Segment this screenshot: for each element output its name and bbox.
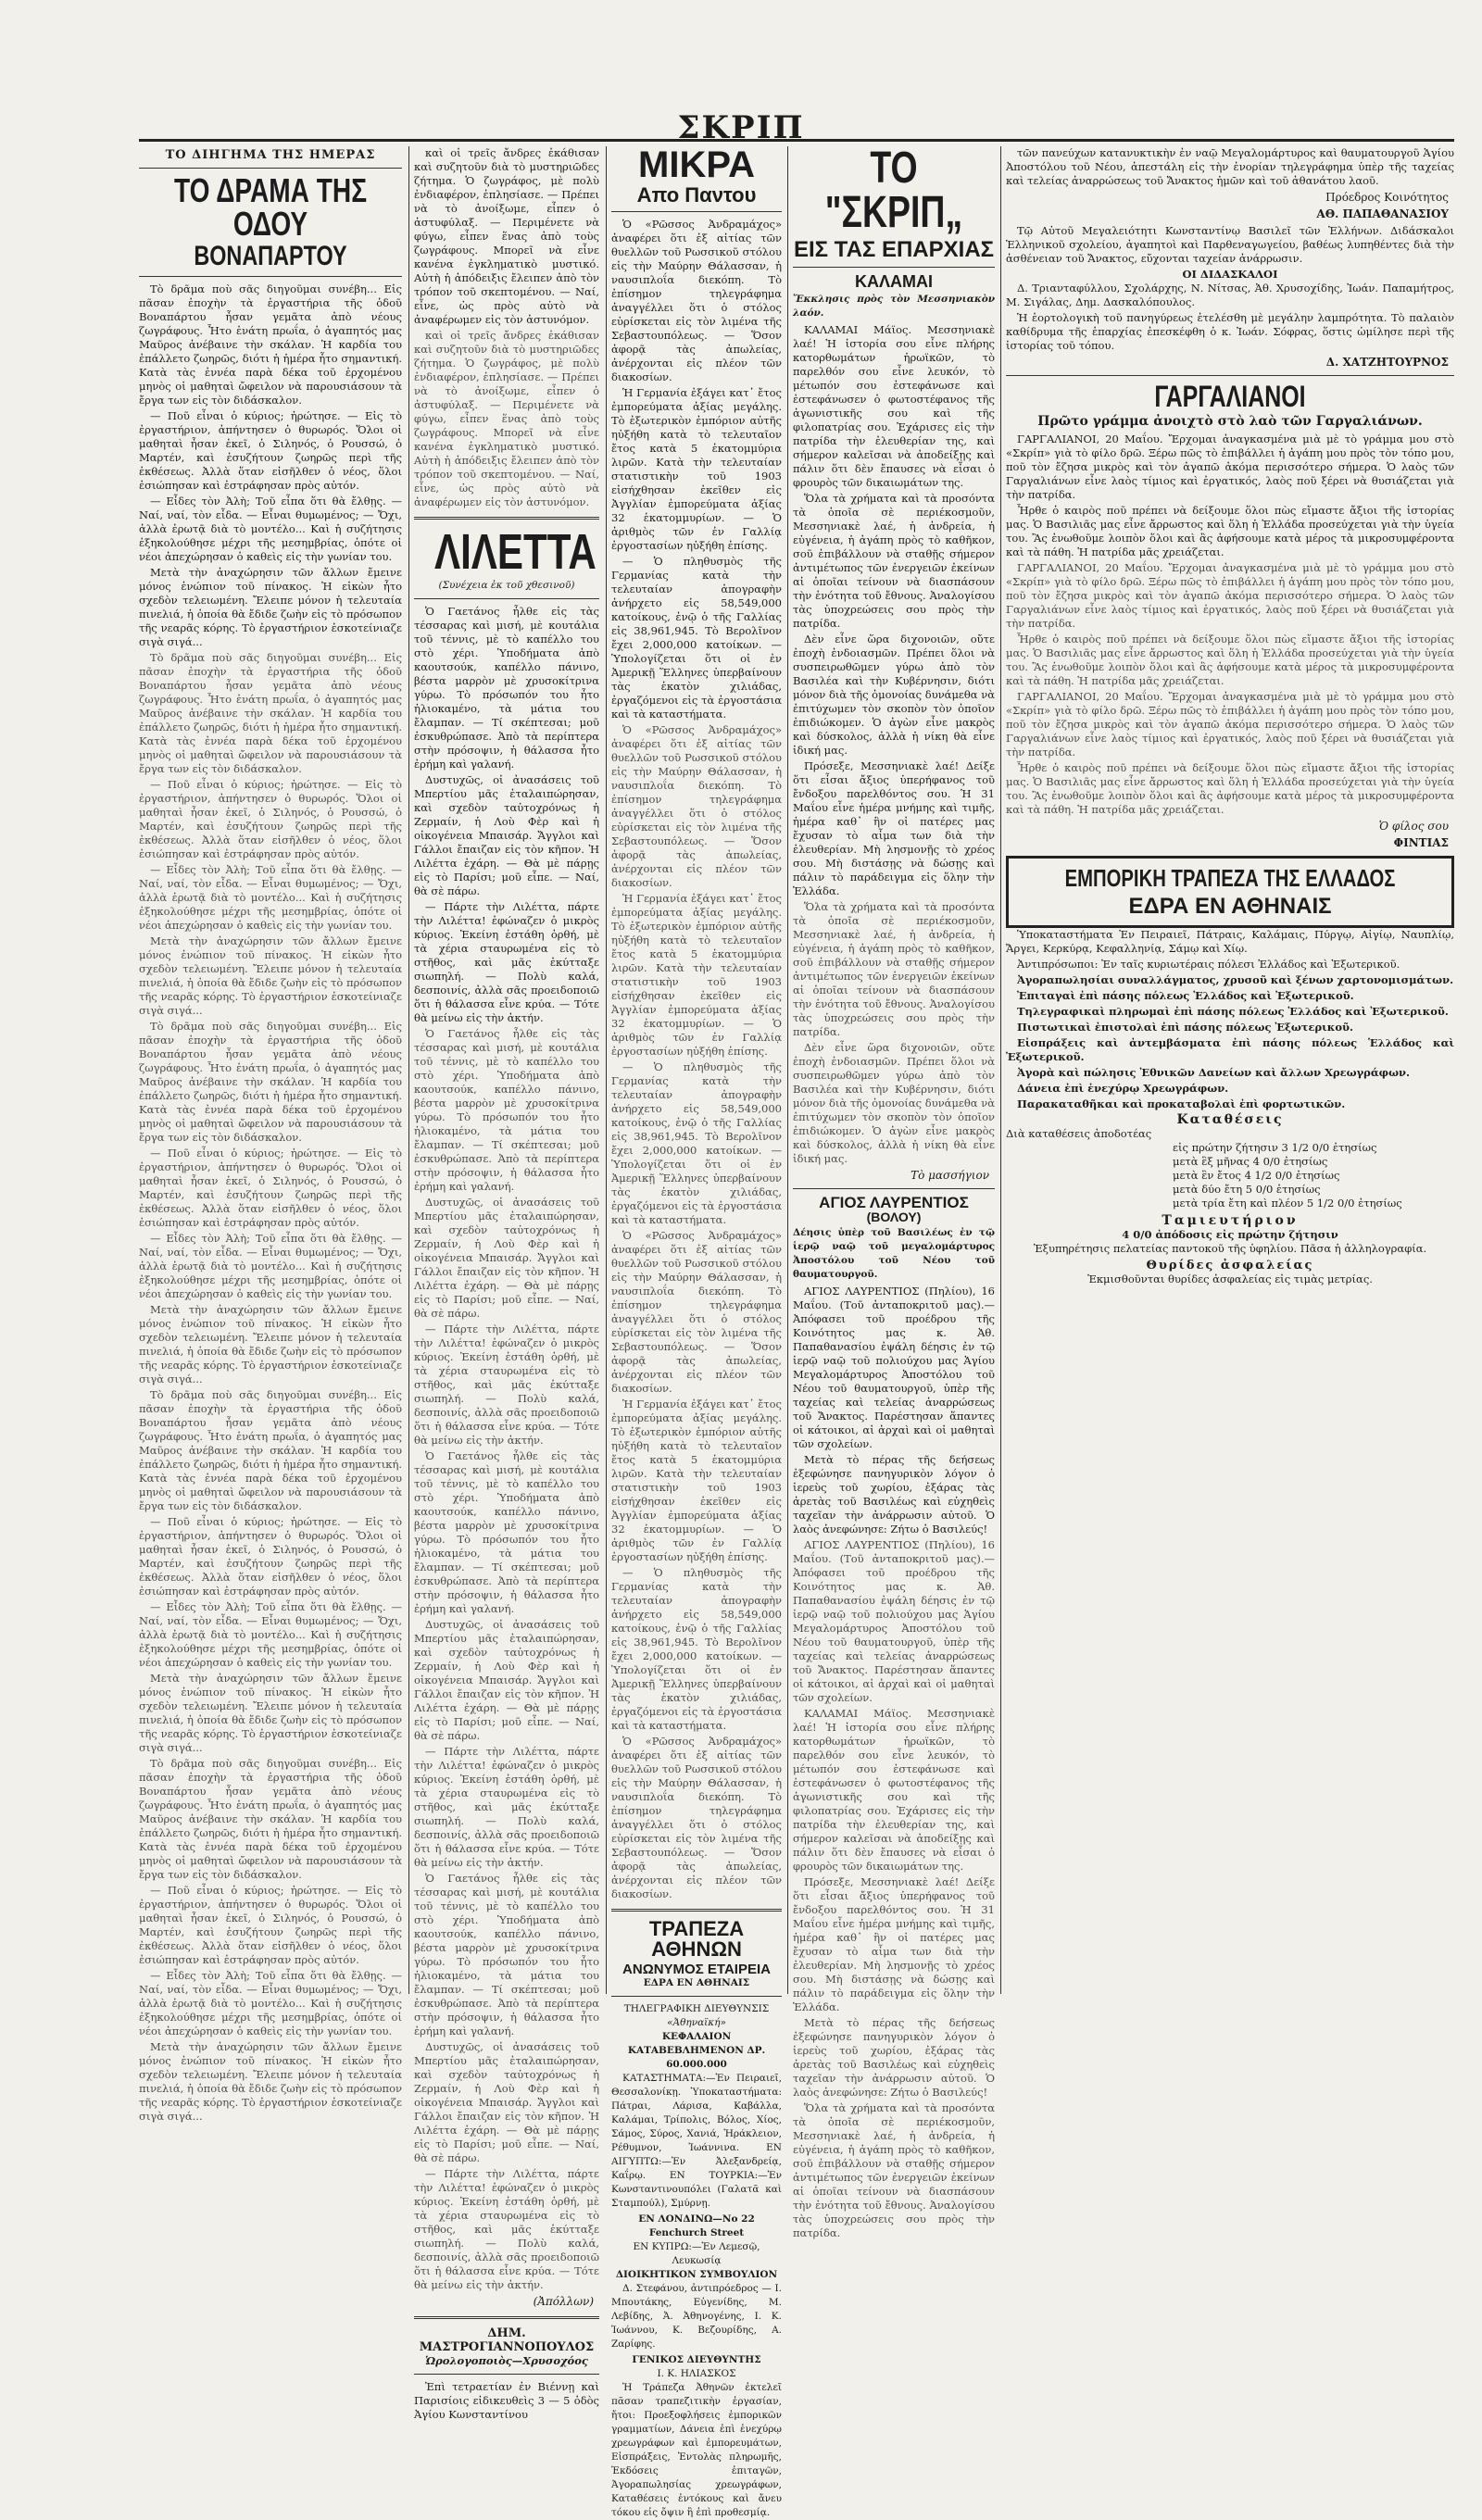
commercial-bank-service: Πιστωτικαὶ ἐπιστολαὶ ἐπὶ πάσης πόλεως Ἐξωτερικοῦ. <box>1017 1021 1353 1034</box>
serial-paragraph: Ὁ Γαετάνος ἦλθε εἰς τὰς τέσσαρας καὶ μισή, μὲ κουτάλια τοῦ τέννις, μὲ τὸ καπέλλο του στὸ χέρι. Ὑποδήματα ἀπὸ καουτσούκ, καπέλλο πάνινο, βέστα μαρρὸν μὲ χρυσοκίτρινα γύρω. Τὸ πρόσωπόν του ἦτο ἡλιοκαμένο, τὰ μάτια του ἔλαμπαν. — Τί σκέπτεσαι; μοῦ ἐσκυθρώπασε. Ἀπὸ τὰ περίπτερα στὴν πρόσοψιν, ἡ θάλασσα ἦτο ἐρήμη καὶ γαλανή. <box>414 1872 599 2037</box>
dispatch-laurentios-place: (ΒΟΛΟΥ) <box>866 1210 922 1224</box>
story-paragraph: Τὸ δρᾶμα ποὺ σᾶς διηγοῦμαι συνέβη... Εἰς πᾶσαν ἐποχὴν τὰ ἐργαστήρια τῆς ὁδοῦ Βοναπάρτου ἦσαν γεμᾶτα ἀπὸ νέους ζωγράφους. Ἦτο ἑνάτη πρωΐα, ὁ ἀγαπητός μας Μαῦρος ἀνέβαινε τὴν σκάλαν. Ἡ καρδία του ἐπάλλετο ζωηρῶς, διότι ἡ ἡμέρα ἦτο σημαντική. Κατὰ τὰς ἐννέα παρὰ δέκα τοῦ ἐρχομένου μηνὸς οἱ μαθηταὶ ὤφειλον νὰ παρουσιάσουν τὰ ἔργα των εἰς τὸν διδάσκαλον. <box>139 1020 402 1144</box>
column-divider <box>408 146 409 1994</box>
ad-watchmaker-text: Ἐπὶ τετραετίαν ἐν Βιέννῃ καὶ Παρισίοις εἰδικευθεὶς 3 — 5 ὁδὸς Ἀγίου Κωνσταντίνου <box>414 2380 599 2421</box>
commercial-bank-service: Τηλεγραφικαὶ πληρωμαὶ ἐπὶ πάσης πόλεως Ἑλλάδος καὶ Ἐξωτερικοῦ. <box>1017 1005 1449 1018</box>
ad-watchmaker-trade: Ὡρολογοποιὸς—Χρυσοχόος <box>425 2354 588 2367</box>
news-section-title: ΜΙΚΡΑ <box>638 144 755 185</box>
serial-paragraph: Δυστυχῶς, οἱ ἀνασάσεις τοῦ Μπερτίου μᾶς ἐταλαιπώρησαν, καὶ σχεδὸν ταὐτοχρόνως ἡ Ζερμαίν, ἡ Λοὺ Φὲρ καὶ ἡ οἰκογένεια Μπαισάρ. Ἄγγλοι καὶ Γάλλοι ἔπαιζαν εἰς τὸν κῆπον. Ἡ Λιλέττα ἐχάρη. — Θὰ μὲ πάρῃς εἰς τὸ Παρίσι; μοῦ εἶπε. — Ναί, θὰ σὲ πάρω. <box>414 1196 599 1320</box>
deposit-rate-row: μετὰ δύο ἔτη 5 0/0 ἐτησίως <box>1173 1183 1321 1196</box>
serial-title-text: ΛΙΛΕΤΤΑ <box>434 524 597 580</box>
column-2-serial <box>414 146 599 2421</box>
bank-athens-gm-label: ΓΕΝΙΚΟΣ ΔΙΕΥΘΥΝΤΗΣ <box>632 2354 761 2365</box>
news-item: Ἡ Γερμανία ἐξάγει κατ᾽ ἔτος ἐμπορεύματα ἀξίας μεγάλης. Τὸ ἐξωτερικὸν ἐμπόριον αὐτῆς ηὐξήθη κατὰ τὸ τελευταῖον ἔτος κατὰ 5 ἑκατομμύρια λιρῶν. Κατὰ τὴν τελευταίαν στατιστικὴν τοῦ 1903 εἰσήχθησαν ἐκεῖθεν εἰς Ἀγγλίαν ἐμπορεύματα ἀξίας 32 ἑκατομμυρίων. — Ὁ ἀριθμὸς τῶν ἐν Γαλλίᾳ ἐργοστασίων ηὐξήθη ἐπίσης. <box>611 1398 782 1563</box>
story-paragraph: Μετὰ τὴν ἀναχώρησιν τῶν ἄλλων ἔμεινε μόνος ἐνώπιον τοῦ πίνακος. Ἡ εἰκὼν ἦτο σχεδὸν τελειωμένη. Ἔλειπε μόνον ἡ τελευταία πινελιά, ἡ ὁποία θὰ ἔδιδε ζωὴν εἰς τὸ πρόσωπον τῆς νεαρᾶς κόρης. Τὸ ἐργαστήριον ἐσκοτείνιαζε σιγὰ σιγά... <box>139 566 402 648</box>
bank-athens-london: ΕΝ ΛΟΝΔΙΝΩ—No 22 Fenchurch Street <box>638 2213 755 2238</box>
news-item: Ὁ «Ρῶσσος Ἀνδραμάχος» ἀναφέρει ὅτι ἐξ αἰτίας τῶν θυελλῶν τοῦ Ρωσσικοῦ στόλου εἰς τὴν Μαύρην Θάλασσαν, ἡ ναυσιπλοΐα διεκόπη. Τὸ ἐπίσημον τηλεγράφημα ἀναγγέλλει ὅτι ὁ στόλος εὑρίσκεται εἰς τὸν λιμένα τῆς Σεβαστουπόλεως. — Ὅσον ἀφορᾷ τὰς ἀπωλείας, ἀνέρχονται εἰς πλέον τῶν διακοσίων. <box>611 1229 782 1395</box>
story-paragraph: Μετὰ τὴν ἀναχώρησιν τῶν ἄλλων ἔμεινε μόνος ἐνώπιον τοῦ πίνακος. Ἡ εἰκὼν ἦτο σχεδὸν τελειωμένη. Ἔλειπε μόνον ἡ τελευταία πινελιά, ἡ ὁποία θὰ ἔδιδε ζωὴν εἰς τὸ πρόσωπον τῆς νεαρᾶς κόρης. Τὸ ἐργαστήριον ἐσκοτείνιαζε σιγὰ σιγά... <box>139 1303 402 1385</box>
bank-athens-board-names: Δ. Στεφάνου, ἀντιπρόεδρος — Ι. Μπουτάκης, Εὐγενίδης, Μ. Λεβίδης, Ἀ. Ἀθηνογένης, Ι. Κ. Ἰωάννου, Κ. Βεζουρίδης, Α. Ζαρίφης. <box>611 2283 782 2350</box>
serial-paragraph: — Πάρτε τὴν Λιλέττα, πάρτε τὴν Λιλέττα! ἐφώναζεν ὁ μικρὸς κύριος. Ἐκείνη ἐστάθη ὀρθή, μὲ τὰ χέρια σταυρωμένα εἰς τὸ στῆθος, καὶ μᾶς ἐκύτταξε σιωπηλή. — Πολὺ καλά, δεσποινίς, ἀλλὰ σᾶς προειδοποιῶ ὅτι ἡ θάλασσα εἶνε κρύα. — Τότε θὰ μείνω εἰς τὴν ἀκτήν. <box>414 900 599 1024</box>
column-4-provinces <box>793 144 995 2239</box>
bank-athens-cyprus: ΕΝ ΚΥΠΡΩ:—Ἐν Λεμεσῷ, Λευκωσίᾳ <box>633 2241 760 2266</box>
serial-paragraph: — Πάρτε τὴν Λιλέττα, πάρτε τὴν Λιλέττα! ἐφώναζεν ὁ μικρὸς κύριος. Ἐκείνη ἐστάθη ὀρθή, μὲ τὰ χέρια σταυρωμένα εἰς τὸ στῆθος, καὶ μᾶς ἐκύτταξε σιωπηλή. — Πολὺ καλά, δεσποινίς, ἀλλὰ σᾶς προειδοποιῶ ὅτι ἡ θάλασσα εἶνε κρύα. — Τότε θὰ μείνω εἰς τὴν ἀκτήν. <box>414 1323 599 1447</box>
dispatch-gargalianoi-signoff: Ὁ φίλος σου <box>1378 820 1449 833</box>
dispatch-paragraph: ΚΑΛΑΜΑΙ Μάϊος. Μεσσηνιακὲ λαέ! Ἡ ἱστορία σου εἶνε πλήρης κατορθωμάτων ἡρωϊκῶν, τὸ παρελθόν σου εἶνε λευκόν, τὸ μέτωπόν σου ἐστεφάνωσε καὶ ἐστεφάνωσεν ὁ φωτοστέφανος τῆς ἀγωνιστικῆς σου καὶ τῆς φιλοπατρίας σου. Ἐχάρισες εἰς τὴν πατρίδα τὴν ἐλευθερίαν της, καὶ σήμερον καλεῖσαι νὰ ἀποδείξῃς καὶ πάλιν ὅτι δὲν ἔπαυσες νὰ εἶσαι ὁ φρουρὸς τῶν δικαιωμάτων της. <box>793 323 995 489</box>
bank-athens-branches: ΚΑΤΑΣΤΗΜΑΤΑ:—Ἐν Πειραιεῖ, Θεσσαλονίκῃ. Ὑποκαταστήματα: Πάτραι, Λάρισα, Καβάλλα, Καλάμαι, Τρίπολις, Βόλος, Χίος, Σάμος, Σύρος, Χανιά, Ἡράκλειον, Ρέθυμνον, Ἰωάννινα. ΕΝ ΑΙΓΥΠΤΩ:—Ἐν Ἀλεξανδρείᾳ, Καΐρῳ. ΕΝ ΤΟΥΡΚΙΑ:—Ἐν Κωνσταντινουπόλει (Γαλατᾶ καὶ Σταμπούλ), Σμύρνῃ. <box>611 2073 782 2209</box>
deposits-rates <box>1006 1141 1454 1210</box>
deposit-rate-row: μετὰ ἓξ μῆνας 4 0/0 ἐτησίως <box>1173 1155 1328 1168</box>
dispatch-paragraph: Ὅλα τὰ χρήματα καὶ τὰ προσόντα τὰ ὁποῖα σὲ περιέκοσμοῦν, Μεσσηνιακὲ λαέ, ἡ ἀνδρεία, ἡ εὐγένεια, ἡ ἀγάπη πρὸς τὸ καθῆκον, σοῦ ἐπιβάλλουν νὰ σταθῇς σήμερον ἀντιμέτωπος τῶν ἐνεργειῶν ἐκείνων αἱ ὁποῖαι τείνουν νὰ διασπάσουν τὴν ἑνότητα τοῦ ἔθνους. Ἀναλογίσου τὰς ὑποχρεώσεις σου πρὸς τὴν πατρίδα. <box>793 2101 995 2239</box>
story-paragraph: — Ποῦ εἶναι ὁ κύριος; ἠρώτησε. — Εἰς τὸ ἐργαστήριον, ἀπήντησεν ὁ θυρωρός. Ὅλοι οἱ μαθηταὶ ἦσαν ἐκεῖ, ὁ Σιληνός, ὁ Ρουσσώ, ὁ Μαρτέν, καὶ ἐσυζήτουν ζωηρῶς περὶ τῆς ἐκθέσεως. Ἀλλὰ ὅταν εἰσῆλθεν ὁ νέος, ὅλοι ἐσιώπησαν καὶ ἐστράφησαν πρὸς αὐτόν. <box>139 778 402 860</box>
dispatch-gargalianoi-title <box>1006 382 1454 411</box>
column-3-news <box>611 144 782 2518</box>
bank-athens-services: Ἡ Τράπεζα Ἀθηνῶν ἐκτελεῖ πᾶσαν τραπεζιτικὴν ἐργασίαν, ἤτοι: Προεξοφλήσεις ἐμπορικῶν γραμματίων, Δάνεια ἐπὶ ἐνεχύρῳ χρεωγράφων καὶ ἐμπορευμάτων, Εἰσπράξεις, Ἐντολὰς πληρωμῆς, Ἐκδόσεις ἐπιταγῶν, Ἀγοραπωλησίας χρεωγράφων, Καταθέσεις ἐντόκους καὶ ἄνευ τόκου εἰς ὄψιν ἢ ἐπὶ προθεσμίᾳ. <box>611 2382 782 2518</box>
column-divider <box>606 146 607 1994</box>
deposit-rate-row: μετὰ τρία ἔτη καὶ πλέον 5 1/2 0/0 ἐτησίως <box>1173 1197 1402 1210</box>
letter-signature: Δ. ΧΑΤΖΗΤΟΥΡΝΟΣ <box>1325 356 1449 369</box>
bank-athens-title: ΤΡΑΠΕΖΑ ΑΘΗΝΩΝ <box>648 1917 745 1961</box>
commercial-bank-service: Ἀγοραπωλησίαι συναλλάγματος, χρυσοῦ καὶ ξένων χαρτονομισμάτων. <box>1017 973 1454 986</box>
dispatch-paragraph: ΑΓΙΟΣ ΛΑΥΡΕΝΤΙΟΣ (Πηλίου), 16 Μαΐου. (Τοῦ ἀνταποκριτοῦ μας).— Ἀπόφασει τοῦ προέδρου τῆς Κοινότητος μας κ. Ἀθ. Παπαθανασίου ἐψάλη δέησις ἐν τῷ ἱερῷ ναῷ τοῦ πολιούχου μας Ἁγίου Μεγαλομάρτυρος Ἀποστόλου τοῦ Νέου τοῦ θαυματουργοῦ, ὑπὲρ τῆς ταχείας καὶ τελείας ἀναρρώσεως τοῦ Ἄνακτος. Παρέστησαν ἅπαντες οἱ κάτοικοι, αἱ ἀρχαὶ καὶ οἱ μαθηταὶ τῶν σχολείων. <box>793 1538 995 1704</box>
savings-text: Ἐξυπηρέτησις πελατείας παντοκοῦ τῆς ὑφηλίου. Πᾶσα ἡ ἀλληλογραφία. <box>1033 1242 1427 1255</box>
bank-athens-type: ΑΝΩΝΥΜΟΣ ΕΤΑΙΡΕΙΑ <box>622 1962 771 1977</box>
story-continuation: καὶ οἱ τρεῖς ἄνδρες ἐκάθισαν καὶ συζητοῦν διὰ τὸ μυστηριῶδες ζήτημα. Ὁ ζωγράφος, μὲ πολὺ ἐνδιαφέρον, ἐπλησίασε. — Πρέπει νὰ τὸ ἀνοίξωμε, εἶπεν ὁ ἀστυφύλαξ. — Περιμένετε νὰ φύγω, εἶπεν ἕνας ἀπὸ τοὺς ζωγράφους. Μπορεῖ νὰ εἶνε κανένα ἐγκληματικὸ μυστικό. Αὐτὴ ἡ ἀπόδειξις ἔλειπεν ἀπὸ τὸν τρόπον τοῦ σκεπτομένου. — Ναί, εἶνε, ὡς πρὸς αὐτὸ νὰ ἀναφέρωμεν εἰς τὸν ἀστυνόμον. <box>414 146 599 326</box>
commercial-bank-service: Ἀγορὰ καὶ πώλησις Ἐθνικῶν Δανείων καὶ ἄλλων Χρεωγράφων. <box>1017 1066 1411 1079</box>
serial-paragraph: — Πάρτε τὴν Λιλέττα, πάρτε τὴν Λιλέττα! ἐφώναζεν ὁ μικρὸς κύριος. Ἐκείνη ἐστάθη ὀρθή, μὲ τὰ χέρια σταυρωμένα εἰς τὸ στῆθος, καὶ μᾶς ἐκύτταξε σιωπηλή. — Πολὺ καλά, δεσποινίς, ἀλλὰ σᾶς προειδοποιῶ ὅτι ἡ θάλασσα εἶνε κρύα. — Τότε θὰ μείνω εἰς τὴν ἀκτήν. <box>414 2167 599 2291</box>
dispatch-paragraph: ΑΓΙΟΣ ΛΑΥΡΕΝΤΙΟΣ (Πηλίου), 16 Μαΐου. (Τοῦ ἀνταποκριτοῦ μας).— Ἀπόφασει τοῦ προέδρου τῆς Κοινότητος μας κ. Ἀθ. Παπαθανασίου ἐψάλη δέησις ἐν τῷ ἱερῷ ναῷ τοῦ πολιούχου μας Ἁγίου Μεγαλομάρτυρος Ἀποστόλου τοῦ Νέου τοῦ θαυματουργοῦ, ὑπὲρ τῆς ταχείας καὶ τελείας ἀναρρώσεως τοῦ Ἄνακτος. Παρέστησαν ἅπαντες οἱ κάτοικοι, αἱ ἀρχαὶ καὶ οἱ μαθηταὶ τῶν σχολείων. <box>793 1285 995 1450</box>
provinces-title-line1: ΤΟ "ΣΚΡΙΠ„ <box>824 144 963 237</box>
dispatch-kalamai-title: ΚΑΛΑΜΑΙ <box>855 272 933 291</box>
story-paragraph: — Εἶδες τὸν Ἀλὴ; Τοῦ εἶπα ὅτι θὰ ἔλθῃς. — Ναί, ναί, τὸν εἶδα. — Εἶναι θυμωμένος; — Ὄχι, ἀλλὰ ἐρωτᾷ διὰ τὸ μοντέλο... Καὶ ἡ συζήτησις ἐξηκολούθησε μέχρι τῆς μεσημβρίας, ὁπότε οἱ νέοι ἀπεχώρησαν ὁ καθεὶς εἰς τὴν γωνίαν του. <box>139 863 402 932</box>
serial-paragraph: Δυστυχῶς, οἱ ἀνασάσεις τοῦ Μπερτίου μᾶς ἐταλαιπώρησαν, καὶ σχεδὸν ταὐτοχρόνως ἡ Ζερμαίν, ἡ Λοὺ Φὲρ καὶ ἡ οἰκογένεια Μπαισάρ. Ἄγγλοι καὶ Γάλλοι ἔπαιζαν εἰς τὸν κῆπον. Ἡ Λιλέττα ἐχάρη. — Θὰ μὲ πάρῃς εἰς τὸ Παρίσι; μοῦ εἶπε. — Ναί, θὰ σὲ πάρω. <box>414 773 599 897</box>
commercial-bank-service: Εἰσπράξεις καὶ ἀντεμβάσματα ἐπὶ πάσης πόλεως Ἑλλάδος καὶ Ἐξωτερικοῦ. <box>1006 1036 1454 1063</box>
story-paragraph: — Εἶδες τὸν Ἀλὴ; Τοῦ εἶπα ὅτι θὰ ἔλθῃς. — Ναί, ναί, τὸν εἶδα. — Εἶναι θυμωμένος; — Ὄχι, ἀλλὰ ἐρωτᾷ διὰ τὸ μοντέλο... Καὶ ἡ συζήτησις ἐξηκολούθησε μέχρι τῆς μεσημβρίας, ὁπότε οἱ νέοι ἀπεχώρησαν ὁ καθεὶς εἰς τὴν γωνίαν του. <box>139 1969 402 2037</box>
dispatch-kalamai-subtitle: Ἔκκλησις πρὸς τὸν Μεσσηνιακὸν λαόν. <box>793 294 995 319</box>
serial-paragraph: Δυστυχῶς, οἱ ἀνασάσεις τοῦ Μπερτίου μᾶς ἐταλαιπώρησαν, καὶ σχεδὸν ταὐτοχρόνως ἡ Ζερμαίν, ἡ Λοὺ Φὲρ καὶ ἡ οἰκογένεια Μπαισάρ. Ἄγγλοι καὶ Γάλλοι ἔπαιζαν εἰς τὸν κῆπον. Ἡ Λιλέττα ἐχάρη. — Θὰ μὲ πάρῃς εἰς τὸ Παρίσι; μοῦ εἶπε. — Ναί, θὰ σὲ πάρω. <box>414 2040 599 2164</box>
dispatch-paragraph: Ὅλα τὰ χρήματα καὶ τὰ προσόντα τὰ ὁποῖα σὲ περιέκοσμοῦν, Μεσσηνιακὲ λαέ, ἡ ἀνδρεία, ἡ εὐγένεια, ἡ ἀγάπη πρὸς τὸ καθῆκον, σοῦ ἐπιβάλλουν νὰ σταθῇς σήμερον ἀντιμέτωπος τῶν ἐνεργειῶν ἐκείνων αἱ ὁποῖαι τείνουν νὰ διασπάσουν τὴν ἑνότητα τοῦ ἔθνους. Ἀναλογίσου τὰς ὑποχρεώσεις σου πρὸς τὴν πατρίδα. <box>793 492 995 630</box>
commercial-bank-service: Ἐπιταγαὶ ἐπὶ πάσης πόλεως Ἑλλάδος καὶ Ἐξωτερικοῦ. <box>1017 989 1354 1002</box>
story-kicker: ΤΟ ΔΙΗΓΗΜΑ ΤΗΣ ΗΜΕΡΑΣ <box>165 148 376 162</box>
newspaper-title: ΣΚΡΙΠ <box>677 109 805 146</box>
story-headline-line2: ΒΟΝΑΠΑΡΤΟΥ <box>194 241 347 271</box>
news-item: Ἡ Γερμανία ἐξάγει κατ᾽ ἔτος ἐμπορεύματα ἀξίας μεγάλης. Τὸ ἐξωτερικὸν ἐμπόριον αὐτῆς ηὐξήθη κατὰ τὸ τελευταῖον ἔτος κατὰ 5 ἑκατομμύρια λιρῶν. Κατὰ τὴν τελευταίαν στατιστικὴν τοῦ 1903 εἰσήχθησαν ἐκεῖθεν εἰς Ἀγγλίαν ἐμπορεύματα ἀξίας 32 ἑκατομμυρίων. — Ὁ ἀριθμὸς τῶν ἐν Γαλλίᾳ ἐργοστασίων ηὐξήθη ἐπίσης. <box>611 892 782 1058</box>
savings-rate: 4 0/0 ἀπόδοσις εἰς πρώτην ζήτησιν <box>1122 1228 1338 1241</box>
dispatch-paragraph: Ἦρθε ὁ καιρὸς ποῦ πρέπει νὰ δείξουμε ὅλοι πὼς εἴμαστε ἄξιοι τῆς ἱστορίας μας. Ὁ Βασιλιᾶς μας εἶνε ἄρρωστος καὶ ὅλη ἡ Ἑλλάδα προσεύχεται γιὰ τὴν ὑγεία του. Ἂς ἑνωθοῦμε λοιπὸν ὅλοι καὶ ἂς ἀφήσουμε κατὰ μέρος τὰ μικροσυμφέροντα καὶ τὰ πάθη. Ἡ πατρίδα μᾶς χρειάζεται. <box>1006 633 1454 687</box>
letter-paragraph: Δ. Τριανταφύλλου, Σχολάρχης, Ν. Νίτσας, Ἀθ. Χρυσοχίδης, Ἰωάν. Παπαμήτρος, Μ. Σιγάλας, Δημ. Δασκαλόπουλος. <box>1006 282 1454 308</box>
story-continuation: καὶ οἱ τρεῖς ἄνδρες ἐκάθισαν καὶ συζητοῦν διὰ τὸ μυστηριῶδες ζήτημα. Ὁ ζωγράφος, μὲ πολὺ ἐνδιαφέρον, ἐπλησίασε. — Πρέπει νὰ τὸ ἀνοίξωμε, εἶπεν ὁ ἀστυφύλαξ. — Περιμένετε νὰ φύγω, εἶπεν ἕνας ἀπὸ τοὺς ζωγράφους. Μπορεῖ νὰ εἶνε κανένα ἐγκληματικὸ μυστικό. Αὐτὴ ἡ ἀπόδειξις ἔλειπεν ἀπὸ τὸν τρόπον τοῦ σκεπτομένου. — Ναί, εἶνε, ὡς πρὸς αὐτὸ νὰ ἀναφέρωμεν εἰς τὸν ἀστυνόμον. <box>414 329 599 508</box>
commercial-bank-branches: Ὑποκαταστήματα Ἐν Πειραιεῖ, Πάτραις, Καλάμαις, Πύργῳ, Αἰγίῳ, Ναυπλίῳ, Ἄργει, Κερκύρᾳ, Κεφαλληνίᾳ, Σάμῳ καὶ Χίῳ. <box>1006 928 1454 955</box>
serial-paragraph: — Πάρτε τὴν Λιλέττα, πάρτε τὴν Λιλέττα! ἐφώναζεν ὁ μικρὸς κύριος. Ἐκείνη ἐστάθη ὀρθή, μὲ τὰ χέρια σταυρωμένα εἰς τὸ στῆθος, καὶ μᾶς ἐκύτταξε σιωπηλή. — Πολὺ καλά, δεσποινίς, ἀλλὰ σᾶς προειδοποιῶ ὅτι ἡ θάλασσα εἶνε κρύα. — Τότε θὰ μείνω εἰς τὴν ἀκτήν. <box>414 1745 599 1869</box>
story-paragraph: Τὸ δρᾶμα ποὺ σᾶς διηγοῦμαι συνέβη... Εἰς πᾶσαν ἐποχὴν τὰ ἐργαστήρια τῆς ὁδοῦ Βοναπάρτου ἦσαν γεμᾶτα ἀπὸ νέους ζωγράφους. Ἦτο ἑνάτη πρωΐα, ὁ ἀγαπητός μας Μαῦρος ἀνέβαινε τὴν σκάλαν. Ἡ καρδία του ἐπάλλετο ζωηρῶς, διότι ἡ ἡμέρα ἦτο σημαντική. Κατὰ τὰς ἐννέα παρὰ δέκα τοῦ ἐρχομένου μηνὸς οἱ μαθηταὶ ὤφειλον νὰ παρουσιάσουν τὰ ἔργα των εἰς τὸν διδάσκαλον. <box>139 651 402 775</box>
letter-signature-role: Πρόεδρος Κοινότητος <box>1325 191 1449 204</box>
provinces-title <box>793 146 995 235</box>
safe-deposit-text: Ἐκμισθοῦνται θυρίδες ἀσφαλείας εἰς τιμὰς μετρίας. <box>1087 1273 1373 1285</box>
dispatch-paragraph: Πρόσεξε, Μεσσηνιακὲ λαέ! Δείξε ὅτι εἶσαι ἄξιος ὑπερήφανος τοῦ ἔνδοξου παρελθόντος σου. Ἡ 31 Μαΐου εἶνε ἡμέρα μνήμης καὶ τιμῆς, ἡμέρα καθ᾽ ἣν οἱ πατέρες μας ἔχυσαν τὸ αἷμα των διὰ τὴν ἐλευθερίαν. Μὴ λησμονῇς τὸ χρέος σου. Μὴ διστάσῃς νὰ δώσῃς καὶ πάλιν τὸ παράδειγμα εἰς ὅλην τὴν Ἑλλάδα. <box>793 1875 995 2013</box>
dispatch-laurentios-subtitle: Δέησις ὑπὲρ τοῦ Βασιλέως ἐν τῷ ἱερῷ ναῷ τοῦ μεγαλομάρτυρος Ἀποστόλου τοῦ Νέου τοῦ θαυματουργοῦ. <box>793 1227 995 1280</box>
commercial-bank-service: Παρακαταθῆκαι καὶ προκαταβολαὶ ἐπὶ φορτωτικῶν. <box>1017 1097 1346 1110</box>
commercial-bank-seat: ΕΔΡΑ ΕΝ ΑΘΗΝΑΙΣ <box>1128 894 1332 919</box>
provinces-title-line2: ΕΙΣ ΤΑΣ ΕΠΑΡΧΙΑΣ <box>793 237 995 262</box>
news-item: — Ὁ πληθυσμὸς τῆς Γερμανίας κατὰ τὴν τελευταίαν ἀπογραφὴν ἀνήρχετο εἰς 58,549,000 κατοίκους, ἐνῷ ὁ τῆς Γαλλίας εἰς 38,961,945. Τὸ Βερολῖνον ἔχει 2,000,000 κατοίκων. — Ὑπολογίζεται ὅτι οἱ ἐν Ἀμερικῇ Ἕλληνες ὑπερβαίνουν τὰς ἑκατὸν χιλιάδας, ἐργαζόμενοι εἰς τὰ ἐργοστάσια καὶ τὰ καταστήματα. <box>611 1060 782 1226</box>
serial-author: (Ἀπόλλων) <box>533 2295 594 2308</box>
story-paragraph: Μετὰ τὴν ἀναχώρησιν τῶν ἄλλων ἔμεινε μόνος ἐνώπιον τοῦ πίνακος. Ἡ εἰκὼν ἦτο σχεδὸν τελειωμένη. Ἔλειπε μόνον ἡ τελευταία πινελιά, ἡ ὁποία θὰ ἔδιδε ζωὴν εἰς τὸ πρόσωπον τῆς νεαρᾶς κόρης. Τὸ ἐργαστήριον ἐσκοτείνιαζε σιγὰ σιγά... <box>139 1672 402 1754</box>
commercial-bank-title <box>1016 866 1444 890</box>
dispatch-kalamai-signature: Τὸ μασσήγιον <box>911 1169 989 1182</box>
deposit-rate-row: εἰς πρώτην ζήτησιν 3 1/2 0/0 ἐτησίως <box>1173 1141 1377 1154</box>
dispatch-paragraph: ΓΑΡΓΑΛΙΑΝΟΙ, 20 Μαΐου. Ἔρχομαι ἀναγκασμένα μιὰ μὲ τὸ γράμμα μου στὸ «Σκρίπ» γιὰ τὸ φίλο δρῶ. Ξέρω πῶς τὸ ἐπιβάλλει ἡ ἀγάπη μου πρὸς τὸν τόπο μου, ποῦ τὸν ἔζησα μικρὸς καὶ τὸν ἀγαπῶ ἀκόμα περισσότερο σήμερα. Ὁ λαὸς τῶν Γαργαλιάνων εἶνε λαὸς τίμιος καὶ ἐργατικός, λαὸς ποῦ ξέρει νὰ θυσιάζεται γιὰ τὴν πατρίδα. <box>1006 561 1454 630</box>
story-paragraph: Μετὰ τὴν ἀναχώρησιν τῶν ἄλλων ἔμεινε μόνος ἐνώπιον τοῦ πίνακος. Ἡ εἰκὼν ἦτο σχεδὸν τελειωμένη. Ἔλειπε μόνον ἡ τελευταία πινελιά, ἡ ὁποία θὰ ἔδιδε ζωὴν εἰς τὸ πρόσωπον τῆς νεαρᾶς κόρης. Τὸ ἐργαστήριον ἐσκοτείνιαζε σιγὰ σιγά... <box>139 934 402 1017</box>
story-paragraph: Τὸ δρᾶμα ποὺ σᾶς διηγοῦμαι συνέβη... Εἰς πᾶσαν ἐποχὴν τὰ ἐργαστήρια τῆς ὁδοῦ Βοναπάρτου ἦσαν γεμᾶτα ἀπὸ νέους ζωγράφους. Ἦτο ἑνάτη πρωΐα, ὁ ἀγαπητός μας Μαῦρος ἀνέβαινε τὴν σκάλαν. Ἡ καρδία του ἐπάλλετο ζωηρῶς, διότι ἡ ἡμέρα ἦτο σημαντική. Κατὰ τὰς ἐννέα παρὰ δέκα τοῦ ἐρχομένου μηνὸς οἱ μαθηταὶ ὤφειλον νὰ παρουσιάσουν τὰ ἔργα των εἰς τὸν διδάσκαλον. <box>139 1757 402 1881</box>
story-paragraph: Μετὰ τὴν ἀναχώρησιν τῶν ἄλλων ἔμεινε μόνος ἐνώπιον τοῦ πίνακος. Ἡ εἰκὼν ἦτο σχεδὸν τελειωμένη. Ἔλειπε μόνον ἡ τελευταία πινελιά, ἡ ὁποία θὰ ἔδιδε ζωὴν εἰς τὸ πρόσωπον τῆς νεαρᾶς κόρης. Τὸ ἐργαστήριον ἐσκοτείνιαζε σιγὰ σιγά... <box>139 2040 402 2123</box>
dispatch-paragraph: Πρόσεξε, Μεσσηνιακὲ λαέ! Δείξε ὅτι εἶσαι ἄξιος ὑπερήφανος τοῦ ἔνδοξου παρελθόντος σου. Ἡ 31 Μαΐου εἶνε ἡμέρα μνήμης καὶ τιμῆς, ἡμέρα καθ᾽ ἣν οἱ πατέρες μας ἔχυσαν τὸ αἷμα των διὰ τὴν ἐλευθερίαν. Μὴ λησμονῇς τὸ χρέος σου. Μὴ διστάσῃς νὰ δώσῃς καὶ πάλιν τὸ παράδειγμα εἰς ὅλην τὴν Ἑλλάδα. <box>793 759 995 897</box>
news-item: — Ὁ πληθυσμὸς τῆς Γερμανίας κατὰ τὴν τελευταίαν ἀπογραφὴν ἀνήρχετο εἰς 58,549,000 κατοίκους, ἐνῷ ὁ τῆς Γαλλίας εἰς 38,961,945. Τὸ Βερολῖνον ἔχει 2,000,000 κατοίκων. — Ὑπολογίζεται ὅτι οἱ ἐν Ἀμερικῇ Ἕλληνες ὑπερβαίνουν τὰς ἑκατὸν χιλιάδας, ἐργαζόμενοι εἰς τὰ ἐργοστάσια καὶ τὰ καταστήματα. <box>611 1566 782 1732</box>
safe-deposit-heading: Θυρίδες ἀσφαλείας <box>1146 1259 1314 1273</box>
news-item: Ὁ «Ρῶσσος Ἀνδραμάχος» ἀναφέρει ὅτι ἐξ αἰτίας τῶν θυελλῶν τοῦ Ρωσσικοῦ στόλου εἰς τὴν Μαύρην Θάλασσαν, ἡ ναυσιπλοΐα διεκόπη. Τὸ ἐπίσημον τηλεγράφημα ἀναγγέλλει ὅτι ὁ στόλος εὑρίσκεται εἰς τὸν λιμένα τῆς Σεβαστουπόλεως. — Ὅσον ἀφορᾷ τὰς ἀπωλείας, ἀνέρχονται εἰς πλέον τῶν διακοσίων. <box>611 218 782 383</box>
dispatch-gargalianoi-subtitle: Πρῶτο γράμμα ἀνοιχτὸ στὸ λαὸ τῶν Γαργαλιάνων. <box>1037 414 1423 429</box>
column-1-story <box>139 146 402 2123</box>
dispatch-paragraph: Ἦρθε ὁ καιρὸς ποῦ πρέπει νὰ δείξουμε ὅλοι πὼς εἴμαστε ἄξιοι τῆς ἱστορίας μας. Ὁ Βασιλιᾶς μας εἶνε ἄρρωστος καὶ ὅλη ἡ Ἑλλάδα προσεύχεται γιὰ τὴν ὑγεία του. Ἂς ἑνωθοῦμε λοιπὸν ὅλοι καὶ ἂς ἀφήσουμε κατὰ μέρος τὰ μικροσυμφέροντα καὶ τὰ πάθη. Ἡ πατρίδα μᾶς χρειάζεται. <box>1006 761 1454 816</box>
story-headline <box>139 171 402 271</box>
story-paragraph: Τὸ δρᾶμα ποὺ σᾶς διηγοῦμαι συνέβη... Εἰς πᾶσαν ἐποχὴν τὰ ἐργαστήρια τῆς ὁδοῦ Βοναπάρτου ἦσαν γεμᾶτα ἀπὸ νέους ζωγράφους. Ἦτο ἑνάτη πρωΐα, ὁ ἀγαπητός μας Μαῦρος ἀνέβαινε τὴν σκάλαν. Ἡ καρδία του ἐπάλλετο ζωηρῶς, διότι ἡ ἡμέρα ἦτο σημαντική. Κατὰ τὰς ἐννέα παρὰ δέκα τοῦ ἐρχομένου μηνὸς οἱ μαθηταὶ ὤφειλον νὰ παρουσιάσουν τὰ ἔργα των εἰς τὸν διδάσκαλον. <box>139 1388 402 1512</box>
deposit-rate-row: μετὰ ἓν ἔτος 4 1/2 0/0 ἐτησίως <box>1173 1169 1340 1182</box>
commercial-bank-banner <box>1006 856 1454 928</box>
serial-paragraph: Ὁ Γαετάνος ἦλθε εἰς τὰς τέσσαρας καὶ μισή, μὲ κουτάλια τοῦ τέννις, μὲ τὸ καπέλλο του στὸ χέρι. Ὑποδήματα ἀπὸ καουτσούκ, καπέλλο πάνινο, βέστα μαρρὸν μὲ χρυσοκίτρινα γύρω. Τὸ πρόσωπόν του ἦτο ἡλιοκαμένο, τὰ μάτια του ἔλαμπαν. — Τί σκέπτεσαι; μοῦ ἐσκυθρώπασε. Ἀπὸ τὰ περίπτερα στὴν πρόσοψιν, ἡ θάλασσα ἦτο ἐρήμη καὶ γαλανή. <box>414 1449 599 1615</box>
letter-paragraph: Ἡ ἑορτολογικὴ τοῦ πανηγύρεως ἐτελέσθη μὲ μεγάλην λαμπρότητα. Τὸ παλαιὸν καθίδρυμα τῆς ἐπαρχίας ἐπεσκέφθη ὁ κ. Ἰωάν. Σόφρας, ὅστις ὡμίλησε περὶ τῆς ἱστορίας τοῦ τόπου. <box>1006 311 1454 352</box>
ad-watchmaker-name: ΔΗΜ. ΜΑΣΤΡΟΓΙΑΝΝΟΠΟΥΛΟΣ <box>419 2326 595 2354</box>
dispatch-paragraph: Ὅλα τὰ χρήματα καὶ τὰ προσόντα τὰ ὁποῖα σὲ περιέκοσμοῦν, Μεσσηνιακὲ λαέ, ἡ ἀνδρεία, ἡ εὐγένεια, ἡ ἀγάπη πρὸς τὸ καθῆκον, σοῦ ἐπιβάλλουν νὰ σταθῇς σήμερον ἀντιμέτωπος τῶν ἐνεργειῶν ἐκείνων αἱ ὁποῖαι τείνουν νὰ διασπάσουν τὴν ἑνότητα τοῦ ἔθνους. Ἀναλογίσου τὰς ὑποχρεώσεις σου πρὸς τὴν πατρίδα. <box>793 900 995 1038</box>
bank-athens-gm: Ι. Κ. ΗΛΙΑΣΚΟΣ <box>657 2368 736 2379</box>
news-item: Ὁ «Ρῶσσος Ἀνδραμάχος» ἀναφέρει ὅτι ἐξ αἰτίας τῶν θυελλῶν τοῦ Ρωσσικοῦ στόλου εἰς τὴν Μαύρην Θάλασσαν, ἡ ναυσιπλοΐα διεκόπη. Τὸ ἐπίσημον τηλεγράφημα ἀναγγέλλει ὅτι ὁ στόλος εὑρίσκεται εἰς τὸν λιμένα τῆς Σεβαστουπόλεως. — Ὅσον ἀφορᾷ τὰς ἀπωλείας, ἀνέρχονται εἰς πλέον τῶν διακοσίων. <box>611 723 782 889</box>
masthead-rule <box>139 139 1454 142</box>
masthead <box>0 0 1482 146</box>
bank-athens-capital: ΚΕΦΑΛΑΙΟΝ ΚΑΤΑΒΕΒΛΗΜΕΝΟΝ ΔΡ. 60.000.000 <box>627 2031 766 2070</box>
letter-signature: ΟΙ ΔΙΔΑΣΚΑΛΟΙ <box>1182 268 1278 281</box>
story-paragraph: — Εἶδες τὸν Ἀλὴ; Τοῦ εἶπα ὅτι θὰ ἔλθῃς. — Ναί, ναί, τὸν εἶδα. — Εἶναι θυμωμένος; — Ὄχι, ἀλλὰ ἐρωτᾷ διὰ τὸ μοντέλο... Καὶ ἡ συζήτησις ἐξηκολούθησε μέχρι τῆς μεσημβρίας, ὁπότε οἱ νέοι ἀπεχώρησαν ὁ καθεὶς εἰς τὴν γωνίαν του. <box>139 1232 402 1300</box>
dispatch-paragraph: ΚΑΛΑΜΑΙ Μάϊος. Μεσσηνιακὲ λαέ! Ἡ ἱστορία σου εἶνε πλήρης κατορθωμάτων ἡρωϊκῶν, τὸ παρελθόν σου εἶνε λευκόν, τὸ μέτωπόν σου ἐστεφάνωσε καὶ ἐστεφάνωσεν ὁ φωτοστέφανος τῆς ἀγωνιστικῆς σου καὶ τῆς φιλοπατρίας σου. Ἐχάρισες εἰς τὴν πατρίδα τὴν ἐλευθερίαν της, καὶ σήμερον καλεῖσαι νὰ ἀποδείξῃς καὶ πάλιν ὅτι δὲν ἔπαυσες νὰ εἶσαι ὁ φρουρὸς τῶν δικαιωμάτων της. <box>793 1707 995 1873</box>
dispatch-paragraph: ΓΑΡΓΑΛΙΑΝΟΙ, 20 Μαΐου. Ἔρχομαι ἀναγκασμένα μιὰ μὲ τὸ γράμμα μου στὸ «Σκρίπ» γιὰ τὸ φίλο δρῶ. Ξέρω πῶς τὸ ἐπιβάλλει ἡ ἀγάπη μου πρὸς τὸν τόπο μου, ποῦ τὸν ἔζησα μικρὸς καὶ τὸν ἀγαπῶ ἀκόμα περισσότερο σήμερα. Ὁ λαὸς τῶν Γαργαλιάνων εἶνε λαὸς τίμιος καὶ ἐργατικός, λαὸς ποῦ ξέρει νὰ θυσιάζεται γιὰ τὴν πατρίδα. <box>1006 690 1454 759</box>
story-paragraph: — Ποῦ εἶναι ὁ κύριος; ἠρώτησε. — Εἰς τὸ ἐργαστήριον, ἀπήντησεν ὁ θυρωρός. Ὅλοι οἱ μαθηταὶ ἦσαν ἐκεῖ, ὁ Σιληνός, ὁ Ρουσσώ, ὁ Μαρτέν, καὶ ἐσυζήτουν ζωηρῶς περὶ τῆς ἐκθέσεως. Ἀλλὰ ὅταν εἰσῆλθεν ὁ νέος, ὅλοι ἐσιώπησαν καὶ ἐστράφησαν πρὸς αὐτόν. <box>139 1884 402 1966</box>
dispatch-paragraph: Δὲν εἶνε ὥρα διχονοιῶν, οὔτε ἐποχὴ ἐνδοιασμῶν. Πρέπει ὅλοι νὰ συσπειρωθῶμεν γύρω ἀπὸ τὸν Βασιλέα καὶ τὴν Κυβέρνησιν, διότι μόνον διὰ τῆς ὁμονοίας δυνάμεθα νὰ ἐπιτύχωμεν τὸν σκοπὸν τὸν ὁποῖον ἐπιδιώκομεν. Ὁ ἀγὼν εἶνε μακρὸς καὶ δύσκολος, ἀλλὰ ἡ νίκη θὰ εἶνε ἰδική μας. <box>793 1041 995 1165</box>
bank-athens-tel: «Ἀθηναϊκή» <box>667 2017 726 2028</box>
commercial-bank-correspondents: Ἀντιπρόσωποι: Ἐν ταῖς κυριωτέραις πόλεσι Ἑλλάδος καὶ Ἐξωτερικοῦ. <box>1017 958 1400 971</box>
dispatch-paragraph: Ἦρθε ὁ καιρὸς ποῦ πρέπει νὰ δείξουμε ὅλοι πὼς εἴμαστε ἄξιοι τῆς ἱστορίας μας. Ὁ Βασιλιᾶς μας εἶνε ἄρρωστος καὶ ὅλη ἡ Ἑλλάδα προσεύχεται γιὰ τὴν ὑγεία του. Ἂς ἑνωθοῦμε λοιπὸν ὅλοι καὶ ἂς ἀφήσουμε κατὰ μέρος τὰ μικροσυμφέροντα καὶ τὰ πάθη. Ἡ πατρίδα μᾶς χρειάζεται. <box>1006 504 1454 558</box>
dispatch-paragraph: Μετὰ τὸ πέρας τῆς δεήσεως ἐξεφώνησε πανηγυρικὸν λόγον ὁ ἱερεὺς τοῦ χωρίου, ἐξάρας τὰς ἀρετὰς τοῦ Βασιλέως καὶ εὐχηθεὶς ταχεῖαν τὴν ἀνάρρωσιν αὐτοῦ. Ὁ λαὸς ἀνεφώνησε: Ζήτω ὁ Βασιλεύς! <box>793 2016 995 2099</box>
letter-signature: ΑΘ. ΠΑΠΑΘΑΝΑΣΙΟΥ <box>1316 207 1449 220</box>
serial-subtitle: (Συνέχεια ἐκ τοῦ χθεσινοῦ) <box>438 580 575 591</box>
dispatch-paragraph: Δὲν εἶνε ὥρα διχονοιῶν, οὔτε ἐποχὴ ἐνδοιασμῶν. Πρέπει ὅλοι νὰ συσπειρωθῶμεν γύρω ἀπὸ τὸν Βασιλέα καὶ τὴν Κυβέρνησιν, διότι μόνον διὰ τῆς ὁμονοίας δυνάμεθα νὰ ἐπιτύχωμεν τὸν σκοπὸν τὸν ὁποῖον ἐπιδιώκομεν. Ὁ ἀγὼν εἶνε μακρὸς καὶ δύσκολος, ἀλλὰ ἡ νίκη θὰ εἶνε ἰδική μας. <box>793 633 995 757</box>
bank-athens-board-label: ΔΙΟΙΚΗΤΙΚΟΝ ΣΥΜΒΟΥΛΙΟΝ <box>615 2269 778 2280</box>
story-headline-line1: ΤΟ ΔΡΑΜΑ ΤΗΣ ΟΔΟΥ <box>173 171 368 243</box>
deposits-label: Διὰ καταθέσεις ἀποδοτέας <box>1006 1127 1152 1140</box>
news-item: Ἡ Γερμανία ἐξάγει κατ᾽ ἔτος ἐμπορεύματα ἀξίας μεγάλης. Τὸ ἐξωτερικὸν ἐμπόριον αὐτῆς ηὐξήθη κατὰ τὸ τελευταῖον ἔτος κατὰ 5 ἑκατομμύρια λιρῶν. Κατὰ τὴν τελευταίαν στατιστικὴν τοῦ 1903 εἰσήχθησαν ἐκεῖθεν εἰς Ἀγγλίαν ἐμπορεύματα ἀξίας 32 ἑκατομμυρίων. — Ὁ ἀριθμὸς τῶν ἐν Γαλλίᾳ ἐργοστασίων ηὐξήθη ἐπίσης. <box>611 386 782 552</box>
dispatch-paragraph: Μετὰ τὸ πέρας τῆς δεήσεως ἐξεφώνησε πανηγυρικὸν λόγον ὁ ἱερεὺς τοῦ χωρίου, ἐξάρας τὰς ἀρετὰς τοῦ Βασιλέως καὶ εὐχηθεὶς ταχεῖαν τὴν ἀνάρρωσιν αὐτοῦ. Ὁ λαὸς ἀνεφώνησε: Ζήτω ὁ Βασιλεύς! <box>793 1453 995 1536</box>
bank-athens-seat: ΕΔΡΑ ΕΝ ΑΘΗΝΑΙΣ <box>643 1977 750 1988</box>
column-divider <box>1000 146 1001 1994</box>
letter-paragraph: τῶν πανεύχων κατανυκτικὴν ἐν ναῷ Μεγαλομάρτυρος καὶ θαυματουργοῦ Ἁγίου Ἀποστόλου τοῦ Νέου, ἀπεστάλη εἰς τὴν ἐνορίαν τηλεγράφημα ὑπὲρ τῆς ταχείας καὶ τελείας ἀναρρώσεως τοῦ Ἄνακτος ἡμῶν καὶ τοῦ ἀθανάτου λαοῦ. <box>1006 146 1454 187</box>
news-section-subtitle: Απο Παντου <box>636 183 757 207</box>
story-paragraph: — Ποῦ εἶναι ὁ κύριος; ἠρώτησε. — Εἰς τὸ ἐργαστήριον, ἀπήντησεν ὁ θυρωρός. Ὅλοι οἱ μαθηταὶ ἦσαν ἐκεῖ, ὁ Σιληνός, ὁ Ρουσσώ, ὁ Μαρτέν, καὶ ἐσυζήτουν ζωηρῶς περὶ τῆς ἐκθέσεως. Ἀλλὰ ὅταν εἰσῆλθεν ὁ νέος, ὅλοι ἐσιώπησαν καὶ ἐστράφησαν πρὸς αὐτόν. <box>139 1147 402 1229</box>
news-item: — Ὁ πληθυσμὸς τῆς Γερμανίας κατὰ τὴν τελευταίαν ἀπογραφὴν ἀνήρχετο εἰς 58,549,000 κατοίκους, ἐνῷ ὁ τῆς Γαλλίας εἰς 38,961,945. Τὸ Βερολῖνον ἔχει 2,000,000 κατοίκων. — Ὑπολογίζεται ὅτι οἱ ἐν Ἀμερικῇ Ἕλληνες ὑπερβαίνουν τὰς ἑκατὸν χιλιάδας, ἐργαζόμενοι εἰς τὰ ἐργοστάσια καὶ τὰ καταστήματα. <box>611 555 782 721</box>
news-item: Ὁ «Ρῶσσος Ἀνδραμάχος» ἀναφέρει ὅτι ἐξ αἰτίας τῶν θυελλῶν τοῦ Ρωσσικοῦ στόλου εἰς τὴν Μαύρην Θάλασσαν, ἡ ναυσιπλοΐα διεκόπη. Τὸ ἐπίσημον τηλεγράφημα ἀναγγέλλει ὅτι ὁ στόλος εὑρίσκεται εἰς τὸν λιμένα τῆς Σεβαστουπόλεως. — Ὅσον ἀφορᾷ τὰς ἀπωλείας, ἀνέρχονται εἰς πλέον τῶν διακοσίων. <box>611 1735 782 1900</box>
column-5-letters-bank <box>1006 146 1454 1994</box>
story-paragraph: — Ποῦ εἶναι ὁ κύριος; ἠρώτησε. — Εἰς τὸ ἐργαστήριον, ἀπήντησεν ὁ θυρωρός. Ὅλοι οἱ μαθηταὶ ἦσαν ἐκεῖ, ὁ Σιληνός, ὁ Ρουσσώ, ὁ Μαρτέν, καὶ ἐσυζήτουν ζωηρῶς περὶ τῆς ἐκθέσεως. Ἀλλὰ ὅταν εἰσῆλθεν ὁ νέος, ὅλοι ἐσιώπησαν καὶ ἐστράφησαν πρὸς αὐτόν. <box>139 1515 402 1598</box>
story-paragraph: Τὸ δρᾶμα ποὺ σᾶς διηγοῦμαι συνέβη... Εἰς πᾶσαν ἐποχὴν τὰ ἐργαστήρια τῆς ὁδοῦ Βοναπάρτου ἦσαν γεμᾶτα ἀπὸ νέους ζωγράφους. Ἦτο ἑνάτη πρωΐα, ὁ ἀγαπητός μας Μαῦρος ἀνέβαινε τὴν σκάλαν. Ἡ καρδία του ἐπάλλετο ζωηρῶς, διότι ἡ ἡμέρα ἦτο σημαντική. Κατὰ τὰς ἐννέα παρὰ δέκα τοῦ ἐρχομένου μηνὸς οἱ μαθηταὶ ὤφειλον νὰ παρουσιάσουν τὰ ἔργα των εἰς τὸν διδάσκαλον. <box>139 282 402 407</box>
story-paragraph: — Ποῦ εἶναι ὁ κύριος; ἠρώτησε. — Εἰς τὸ ἐργαστήριον, ἀπήντησεν ὁ θυρωρός. Ὅλοι οἱ μαθηταὶ ἦσαν ἐκεῖ, ὁ Σιληνός, ὁ Ρουσσώ, ὁ Μαρτέν, καὶ ἐσυζήτουν ζωηρῶς περὶ τῆς ἐκθέσεως. Ἀλλὰ ὅταν εἰσῆλθεν ὁ νέος, ὅλοι ἐσιώπησαν καὶ ἐστράφησαν πρὸς αὐτόν. <box>139 409 402 492</box>
serial-paragraph: Ὁ Γαετάνος ἦλθε εἰς τὰς τέσσαρας καὶ μισή, μὲ κουτάλια τοῦ τέννις, μὲ τὸ καπέλλο του στὸ χέρι. Ὑποδήματα ἀπὸ καουτσούκ, καπέλλο πάνινο, βέστα μαρρὸν μὲ χρυσοκίτρινα γύρω. Τὸ πρόσωπόν του ἦτο ἡλιοκαμένο, τὰ μάτια του ἔλαμπαν. — Τί σκέπτεσαι; μοῦ ἐσκυθρώπασε. Ἀπὸ τὰ περίπτερα στὴν πρόσοψιν, ἡ θάλασσα ἦτο ἐρήμη καὶ γαλανή. <box>414 605 599 771</box>
column-divider <box>787 146 788 1994</box>
serial-paragraph: Ὁ Γαετάνος ἦλθε εἰς τὰς τέσσαρας καὶ μισή, μὲ κουτάλια τοῦ τέννις, μὲ τὸ καπέλλο του στὸ χέρι. Ὑποδήματα ἀπὸ καουτσούκ, καπέλλο πάνινο, βέστα μαρρὸν μὲ χρυσοκίτρινα γύρω. Τὸ πρόσωπόν του ἦτο ἡλιοκαμένο, τὰ μάτια του ἔλαμπαν. — Τί σκέπτεσαι; μοῦ ἐσκυθρώπασε. Ἀπὸ τὰ περίπτερα στὴν πρόσοψιν, ἡ θάλασσα ἦτο ἐρήμη καὶ γαλανή. <box>414 1027 599 1193</box>
dispatch-paragraph: ΓΑΡΓΑΛΙΑΝΟΙ, 20 Μαΐου. Ἔρχομαι ἀναγκασμένα μιὰ μὲ τὸ γράμμα μου στὸ «Σκρίπ» γιὰ τὸ φίλο δρῶ. Ξέρω πῶς τὸ ἐπιβάλλει ἡ ἀγάπη μου πρὸς τὸν τόπο μου, ποῦ τὸν ἔζησα μικρὸς καὶ τὸν ἀγαπῶ ἀκόμα περισσότερο σήμερα. Ὁ λαὸς τῶν Γαργαλιάνων εἶνε λαὸς τίμιος καὶ ἐργατικός, λαὸς ποῦ ξέρει νὰ θυσιάζεται γιὰ τὴν πατρίδα. <box>1006 433 1454 501</box>
serial-paragraph: Δυστυχῶς, οἱ ἀνασάσεις τοῦ Μπερτίου μᾶς ἐταλαιπώρησαν, καὶ σχεδὸν ταὐτοχρόνως ἡ Ζερμαίν, ἡ Λοὺ Φὲρ καὶ ἡ οἰκογένεια Μπαισάρ. Ἄγγλοι καὶ Γάλλοι ἔπαιζαν εἰς τὸν κῆπον. Ἡ Λιλέττα ἐχάρη. — Θὰ μὲ πάρῃς εἰς τὸ Παρίσι; μοῦ εἶπε. — Ναί, θὰ σὲ πάρω. <box>414 1618 599 1742</box>
dispatch-gargalianoi-signature: ΦΙΝΤΙΑΣ <box>1393 836 1449 849</box>
savings-heading: Ταμιευτήριον <box>1162 1213 1299 1228</box>
deposits-heading: Καταθέσεις <box>1176 1112 1284 1127</box>
serial-title <box>414 524 599 580</box>
dispatch-laurentios-title: ΑΓΙΟΣ ΛΑΥΡΕΝΤΙΟΣ <box>819 1194 969 1211</box>
dispatch-gargalianoi-title-text: ΓΑΡΓΑΛΙΑΝΟΙ <box>1154 380 1306 413</box>
letter-paragraph: Τῷ Αὐτοῦ Μεγαλειότητι Κωνσταντίνῳ Βασιλεῖ τῶν Ἑλλήνων. Διδάσκαλοι Ἑλληνικοῦ σχολείου, ἀγαπητοὶ καὶ Παρθεναγωγείου, βαθέως λυπηθέντες διὰ τὴν ἀσθένειαν τοῦ Ἄνακτος, εὔχονται ταχείαν ἀνάρρωσιν. <box>1006 224 1454 265</box>
commercial-bank-service: Δάνεια ἐπὶ ἐνεχύρῳ Χρεωγράφων. <box>1017 1082 1229 1095</box>
commercial-bank-title-text: ΕΜΠΟΡΙΚΗ ΤΡΑΠΕΖΑ ΤΗΣ ΕΛΛΑΔΟΣ <box>1064 864 1396 892</box>
story-paragraph: — Εἶδες τὸν Ἀλὴ; Τοῦ εἶπα ὅτι θὰ ἔλθῃς. — Ναί, ναί, τὸν εἶδα. — Εἶναι θυμωμένος; — Ὄχι, ἀλλὰ ἐρωτᾷ διὰ τὸ μοντέλο... Καὶ ἡ συζήτησις ἐξηκολούθησε μέχρι τῆς μεσημβρίας, ὁπότε οἱ νέοι ἀπεχώρησαν ὁ καθεὶς εἰς τὴν γωνίαν του. <box>139 495 402 563</box>
story-paragraph: — Εἶδες τὸν Ἀλὴ; Τοῦ εἶπα ὅτι θὰ ἔλθῃς. — Ναί, ναί, τὸν εἶδα. — Εἶναι θυμωμένος; — Ὄχι, ἀλλὰ ἐρωτᾷ διὰ τὸ μοντέλο... Καὶ ἡ συζήτησις ἐξηκολούθησε μέχρι τῆς μεσημβρίας, ὁπότε οἱ νέοι ἀπεχώρησαν ὁ καθεὶς εἰς τὴν γωνίαν του. <box>139 1600 402 1669</box>
bank-athens-tel-label: ΤΗΛΕΓΡΑΦΙΚΗ ΔΙΕΥΘΥΝΣΙΣ <box>623 2003 770 2014</box>
